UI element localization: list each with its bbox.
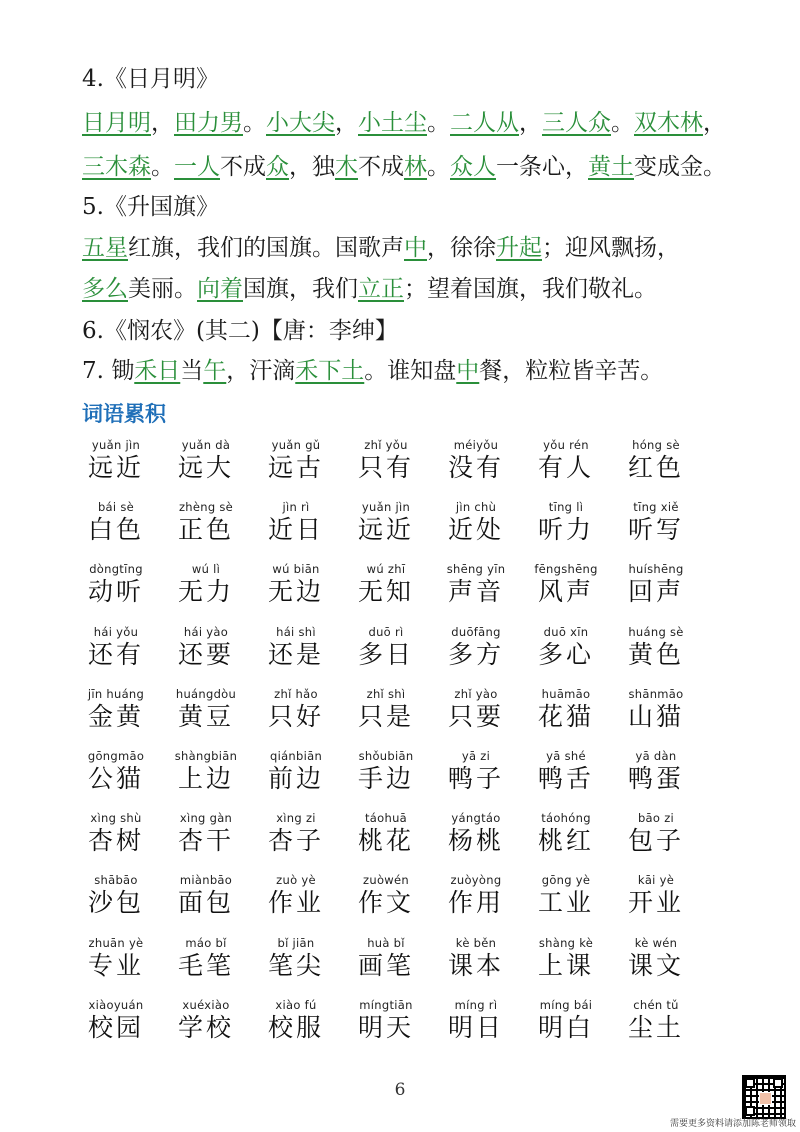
vocab-word	[340, 562, 432, 608]
vocab-word	[430, 749, 522, 795]
vocab-word	[610, 749, 702, 795]
hanzi: 开业	[627, 888, 684, 918]
vocab-word	[70, 811, 162, 857]
pinyin: kāi yè	[637, 873, 675, 888]
hanzi: 无力	[177, 577, 234, 607]
vocab-word	[610, 811, 702, 857]
vocab-word	[160, 936, 252, 982]
hanzi: 还有	[87, 639, 144, 669]
hanzi: 山猫	[627, 701, 684, 731]
highlighted-word: 小土尘	[358, 110, 427, 136]
vocab-word	[340, 873, 432, 919]
hanzi: 前边	[267, 764, 324, 793]
vocab-word	[340, 687, 432, 733]
pinyin: yā shé	[546, 749, 586, 763]
pinyin: hái shì	[276, 624, 316, 639]
hanzi: 上边	[177, 764, 234, 793]
highlighted-word: 多么	[82, 276, 128, 302]
pinyin: huángdòu	[175, 686, 237, 701]
vocab-word	[520, 998, 612, 1044]
pinyin: yuǎn jìn	[361, 500, 411, 515]
text-segment: 。	[427, 154, 450, 180]
hanzi: 黄色	[627, 639, 684, 669]
vocab-word	[610, 438, 702, 484]
text-segment: ；迎风飘扬，	[542, 235, 680, 261]
highlighted-word: 双木林	[634, 110, 703, 136]
vocab-word	[430, 998, 522, 1044]
vocab-word	[250, 500, 342, 546]
vocab-word	[430, 625, 522, 671]
hanzi: 多心	[537, 639, 594, 669]
highlighted-word: 众人	[450, 154, 496, 180]
pinyin: shàngbiān	[174, 749, 238, 763]
pinyin: shābāo	[94, 873, 138, 888]
pinyin: kè běn	[455, 935, 497, 950]
pinyin: wú biān	[272, 562, 320, 577]
poem-6-title: 6.《悯农》(其二)【唐：李绅】	[82, 318, 398, 344]
pinyin: wú lì	[191, 562, 221, 577]
vocab-word	[430, 500, 522, 546]
vocab-word	[250, 936, 342, 982]
pinyin: zuòwén	[363, 873, 409, 888]
pinyin: gōng yè	[541, 873, 591, 888]
vocab-word	[610, 873, 702, 919]
hanzi: 上课	[537, 950, 594, 980]
pinyin: zuò yè	[276, 873, 316, 888]
hanzi: 无边	[267, 577, 324, 607]
vocab-word	[70, 438, 162, 484]
hanzi: 作文	[357, 888, 414, 918]
pinyin: xiàoyuán	[88, 997, 144, 1012]
highlighted-word: 向着	[197, 276, 243, 302]
vocab-word	[340, 998, 432, 1044]
pinyin: yuǎn jìn	[91, 438, 141, 452]
vocab-word	[160, 500, 252, 546]
text-segment: 。	[611, 110, 634, 136]
hanzi: 近处	[447, 515, 504, 545]
vocab-word	[340, 438, 432, 484]
text-segment: 国旗，我们	[243, 276, 358, 302]
hanzi: 作用	[447, 888, 504, 918]
pinyin: míng rì	[454, 997, 498, 1012]
highlighted-word: 日月明	[82, 110, 151, 136]
vocab-word	[160, 625, 252, 671]
highlighted-word: 一人	[174, 154, 220, 180]
pinyin: jìn rì	[282, 500, 310, 515]
vocab-word	[160, 873, 252, 919]
hanzi: 听写	[627, 515, 684, 545]
pinyin: yuǎn gǔ	[271, 438, 321, 452]
highlighted-word: 黄土	[588, 154, 634, 180]
pinyin: yǒu rén	[543, 438, 589, 452]
vocab-word	[70, 625, 162, 671]
vocab-word	[430, 562, 522, 608]
text-segment: 。谁知盘	[364, 358, 457, 384]
text-segment: ，	[151, 110, 174, 136]
pinyin: zhuān yè	[88, 935, 144, 950]
pinyin: huáng sè	[628, 624, 684, 639]
vocab-word	[160, 749, 252, 795]
hanzi: 听力	[537, 515, 594, 545]
pinyin: bái sè	[97, 500, 135, 515]
vocab-word	[340, 811, 432, 857]
hanzi: 面包	[177, 888, 234, 918]
vocab-word	[520, 625, 612, 671]
poem-7-line-1	[82, 356, 663, 386]
text-segment: 不成	[358, 154, 404, 180]
text-segment: ，	[703, 110, 726, 136]
text-segment: ；望着国旗，我们敬礼。	[404, 276, 657, 302]
pinyin: zhǐ yǒu	[364, 438, 408, 452]
pinyin: zhèng sè	[178, 500, 234, 515]
vocab-word	[70, 687, 162, 733]
pinyin: shàng kè	[538, 935, 594, 950]
poem-5-line-2	[82, 274, 657, 304]
vocab-word	[250, 811, 342, 857]
hanzi: 白色	[87, 515, 144, 545]
pinyin: huíshēng	[628, 562, 684, 577]
hanzi: 只是	[357, 701, 414, 731]
vocab-row	[70, 687, 750, 749]
highlighted-word: 小大尖	[266, 110, 335, 136]
highlighted-word: 三木森	[82, 154, 151, 180]
text-segment: 餐，粒粒皆辛苦。	[479, 358, 664, 384]
hanzi: 工业	[537, 888, 594, 918]
vocab-word	[250, 438, 342, 484]
pinyin: fēngshēng	[534, 562, 598, 577]
hanzi: 杏树	[87, 826, 144, 856]
pinyin: táohuā	[364, 811, 408, 826]
hanzi: 风声	[537, 577, 594, 607]
pinyin: yā zi	[461, 749, 491, 763]
pinyin: hóng sè	[632, 438, 680, 452]
hanzi: 没有	[447, 453, 504, 482]
vocab-word	[340, 749, 432, 795]
hanzi: 尘土	[627, 1012, 684, 1042]
poem-4-title: 4.《日月明》	[82, 66, 219, 92]
highlighted-word: 立正	[358, 276, 404, 302]
hanzi: 动听	[87, 577, 144, 607]
highlighted-word: 升起	[496, 235, 542, 261]
section-title: 词语累积	[82, 402, 166, 426]
vocab-row	[70, 998, 750, 1060]
highlighted-word: 五星	[82, 235, 128, 261]
text-segment: 7. 锄	[82, 358, 135, 384]
pinyin: kè wén	[634, 935, 678, 950]
hanzi: 明日	[447, 1012, 504, 1042]
highlighted-word: 田力男	[174, 110, 243, 136]
vocab-word	[160, 687, 252, 733]
pinyin: yángtáo	[451, 811, 501, 826]
vocab-row	[70, 500, 750, 562]
highlighted-word: 二人从	[450, 110, 519, 136]
text-segment: ，独	[289, 154, 335, 180]
hanzi: 明天	[357, 1012, 414, 1042]
hanzi: 包子	[627, 826, 684, 856]
pinyin: xìng zi	[276, 811, 316, 826]
vocab-word	[520, 500, 612, 546]
qr-caption: 需要更多资料请添加陈老师领取	[669, 1119, 796, 1129]
pinyin: yuǎn dà	[181, 438, 231, 452]
pinyin: gōngmāo	[87, 749, 145, 763]
hanzi: 多日	[357, 639, 414, 669]
vocab-word	[520, 749, 612, 795]
pinyin: zhǐ shì	[366, 686, 406, 701]
hanzi: 红色	[627, 453, 684, 482]
pinyin: huà bǐ	[367, 935, 405, 950]
highlighted-word: 三人众	[542, 110, 611, 136]
vocab-word	[70, 873, 162, 919]
vocab-row	[70, 873, 750, 935]
pinyin: xìng shù	[90, 811, 142, 826]
vocab-word	[340, 625, 432, 671]
vocab-word	[250, 749, 342, 795]
hanzi: 毛笔	[177, 950, 234, 980]
pinyin: xìng gàn	[179, 811, 233, 826]
vocab-row	[70, 625, 750, 687]
hanzi: 课文	[627, 950, 684, 980]
highlighted-word: 禾下土	[295, 358, 365, 384]
hanzi: 明白	[537, 1012, 594, 1042]
hanzi: 还要	[177, 639, 234, 669]
vocab-word	[70, 749, 162, 795]
pinyin: duō rì	[368, 624, 404, 639]
pinyin: zhǐ yào	[454, 686, 498, 701]
hanzi: 杏子	[267, 826, 324, 856]
hanzi: 杏干	[177, 826, 234, 856]
pinyin: huāmāo	[541, 686, 591, 701]
page-number: 6	[394, 1080, 406, 1100]
pinyin: máo bǐ	[185, 935, 227, 950]
vocab-word	[340, 500, 432, 546]
hanzi: 远古	[267, 453, 324, 482]
pinyin: jīn huáng	[87, 686, 145, 701]
pinyin: miànbāo	[179, 873, 233, 888]
pinyin: chén tǔ	[633, 997, 679, 1012]
vocab-word	[250, 998, 342, 1044]
pinyin: bǐ jiān	[277, 935, 315, 950]
vocab-word	[70, 562, 162, 608]
vocab-word	[70, 500, 162, 546]
highlighted-word: 林	[404, 154, 427, 180]
hanzi: 手边	[357, 764, 414, 793]
hanzi: 学校	[177, 1012, 234, 1042]
vocab-word	[610, 936, 702, 982]
pinyin: tīng xiě	[633, 500, 679, 515]
vocab-word	[250, 687, 342, 733]
vocab-word	[520, 562, 612, 608]
hanzi: 鸭舌	[537, 764, 594, 793]
pinyin: méiyǒu	[453, 438, 499, 452]
vocab-word	[520, 811, 612, 857]
hanzi: 回声	[627, 577, 684, 607]
pinyin: táohóng	[541, 811, 591, 826]
vocab-word	[250, 562, 342, 608]
vocab-word	[430, 438, 522, 484]
pinyin: hái yào	[183, 624, 229, 639]
pinyin: hái yǒu	[93, 624, 139, 639]
text-segment: 美丽。	[128, 276, 197, 302]
text-segment: ，	[519, 110, 542, 136]
hanzi: 鸭蛋	[627, 764, 684, 793]
text-segment: 一条心，	[496, 154, 588, 180]
vocab-word	[250, 873, 342, 919]
vocab-word	[430, 811, 522, 857]
hanzi: 多方	[447, 639, 504, 669]
pinyin: shānmāo	[628, 686, 684, 701]
text-segment: ，汗滴	[226, 358, 296, 384]
pinyin: jìn chù	[455, 500, 497, 515]
vocab-row	[70, 936, 750, 998]
vocab-word	[70, 936, 162, 982]
vocab-word	[610, 687, 702, 733]
vocab-word	[160, 438, 252, 484]
poem-5-title: 5.《升国旗》	[82, 194, 219, 220]
hanzi: 远近	[357, 515, 414, 545]
hanzi: 桃红	[537, 826, 594, 856]
pinyin: qiánbiān	[269, 749, 323, 763]
highlighted-word: 木	[335, 154, 358, 180]
qr-code-icon	[742, 1075, 786, 1119]
vocab-word	[610, 500, 702, 546]
hanzi: 沙包	[87, 888, 144, 918]
hanzi: 声音	[447, 577, 504, 607]
hanzi: 近日	[267, 515, 324, 545]
vocab-word	[430, 873, 522, 919]
text-segment: 。	[151, 154, 174, 180]
text-segment: 不成	[220, 154, 266, 180]
hanzi: 无知	[357, 577, 414, 607]
hanzi: 作业	[267, 888, 324, 918]
hanzi: 杨桃	[447, 826, 504, 856]
pinyin: yā dàn	[635, 749, 677, 763]
hanzi: 只好	[267, 701, 324, 731]
hanzi: 校服	[267, 1012, 324, 1042]
hanzi: 校园	[87, 1012, 144, 1042]
vocab-word	[70, 998, 162, 1044]
highlighted-word: 中	[456, 358, 480, 384]
pinyin: duō xīn	[543, 624, 589, 639]
highlighted-word: 禾日	[134, 358, 181, 384]
hanzi: 桃花	[357, 826, 414, 856]
hanzi: 有人	[537, 453, 594, 482]
vocab-word	[430, 936, 522, 982]
vocab-word	[520, 873, 612, 919]
pinyin: míng bái	[539, 997, 593, 1012]
vocab-word	[160, 998, 252, 1044]
vocab-word	[160, 562, 252, 608]
vocab-row	[70, 749, 750, 811]
poem-5-line-1	[82, 233, 680, 263]
text-segment: 红旗，我们的国旗。国歌声	[128, 235, 404, 261]
hanzi: 远大	[177, 453, 234, 482]
hanzi: 还是	[267, 639, 324, 669]
highlighted-word: 午	[203, 358, 227, 384]
text-segment: 。	[427, 110, 450, 136]
hanzi: 黄豆	[177, 701, 234, 731]
text-segment: ，徐徐	[427, 235, 496, 261]
poem-4-line-1	[82, 108, 726, 138]
vocab-row	[70, 438, 750, 500]
text-segment: 当	[180, 358, 204, 384]
vocab-row	[70, 811, 750, 873]
text-segment: 变成金。	[634, 154, 726, 180]
vocab-word	[430, 687, 522, 733]
hanzi: 笔尖	[267, 950, 324, 980]
hanzi: 公猫	[87, 764, 144, 793]
pinyin: xiào fú	[275, 997, 317, 1012]
hanzi: 只要	[447, 701, 504, 731]
pinyin: wú zhī	[366, 562, 406, 577]
vocab-word	[610, 562, 702, 608]
pinyin: bāo zi	[637, 811, 675, 826]
vocab-word	[610, 625, 702, 671]
vocab-row	[70, 562, 750, 624]
hanzi: 金黄	[87, 701, 144, 731]
pinyin: zuòyòng	[450, 873, 502, 888]
pinyin: míngtiān	[359, 997, 413, 1012]
hanzi: 专业	[87, 950, 144, 980]
pinyin: tīng lì	[548, 500, 584, 515]
pinyin: duōfāng	[451, 624, 501, 639]
vocab-word	[610, 998, 702, 1044]
vocab-word	[520, 438, 612, 484]
pinyin: dòngtīng	[89, 562, 143, 577]
vocab-word	[250, 625, 342, 671]
pinyin: shēng yīn	[446, 562, 506, 577]
hanzi: 课本	[447, 950, 504, 980]
vocab-word	[520, 687, 612, 733]
hanzi: 花猫	[537, 701, 594, 731]
hanzi: 正色	[177, 515, 234, 545]
hanzi: 只有	[357, 453, 414, 482]
vocab-word	[160, 811, 252, 857]
pinyin: shǒubiān	[358, 749, 414, 763]
poem-4-line-2	[82, 152, 726, 182]
hanzi: 远近	[87, 453, 144, 482]
pinyin: xuéxiào	[182, 997, 230, 1012]
highlighted-word: 众	[266, 154, 289, 180]
hanzi: 鸭子	[447, 764, 504, 793]
vocab-word	[520, 936, 612, 982]
text-segment: 。	[243, 110, 266, 136]
pinyin: zhǐ hǎo	[274, 686, 318, 701]
highlighted-word: 中	[404, 235, 427, 261]
vocab-word	[340, 936, 432, 982]
text-segment: ，	[335, 110, 358, 136]
hanzi: 画笔	[357, 950, 414, 980]
